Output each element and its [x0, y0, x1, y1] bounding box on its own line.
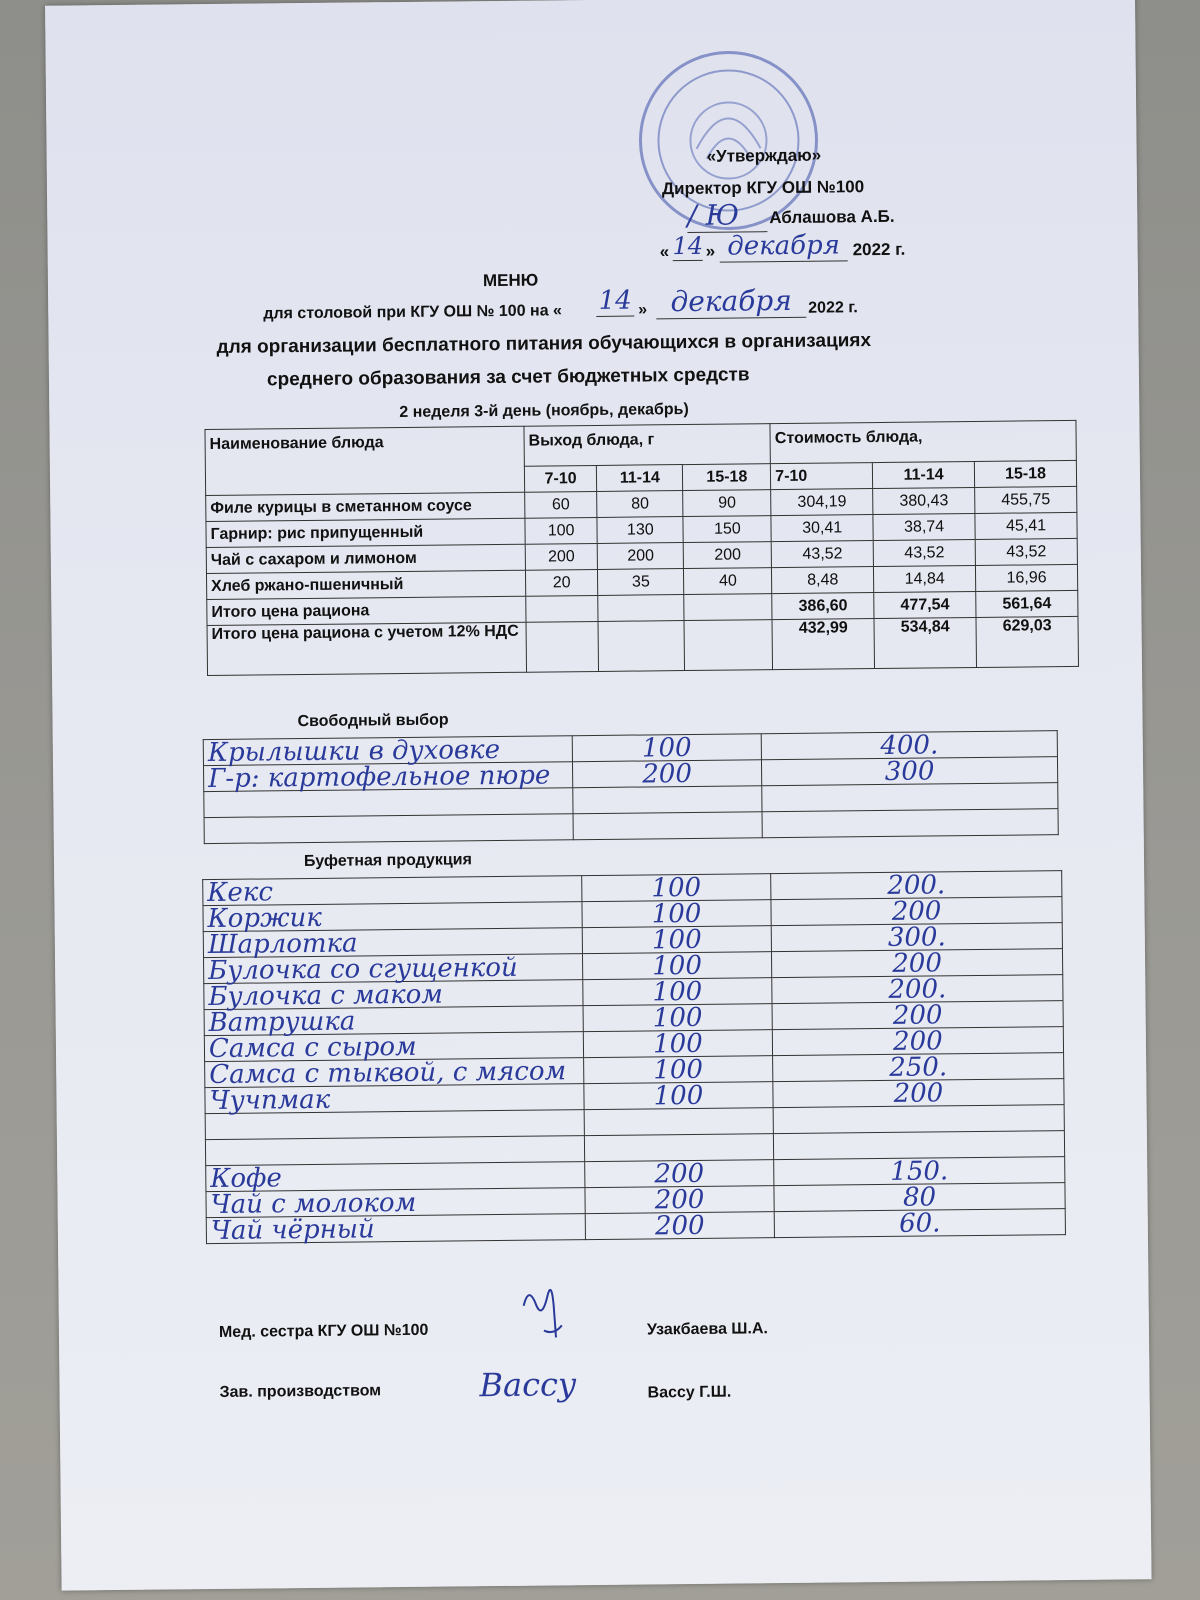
dish-grams: 60: [525, 491, 597, 518]
approval-date-mid: »: [705, 241, 716, 261]
table-row: [206, 1209, 1065, 1244]
item-name: Самса с тыквой, с мясом: [205, 1058, 584, 1088]
total-vat-cost: 534,84: [874, 617, 976, 668]
item-grams: [584, 1108, 773, 1136]
age-header: 15-18: [974, 460, 1076, 487]
item-price: 200: [773, 1079, 1064, 1108]
dish-cost: 455,75: [975, 486, 1077, 513]
nurse-label: Мед. сестра КГУ ОШ №100: [218, 1321, 429, 1341]
free-choice-title: Свободный выбор: [297, 711, 449, 731]
empty-cell: [526, 621, 599, 672]
approval-date-month: декабря: [719, 230, 847, 262]
dish-cost: 43,52: [771, 541, 873, 568]
item-price: 200: [772, 1027, 1063, 1056]
item-price: 200.: [771, 871, 1062, 900]
item-price: 60.: [774, 1209, 1065, 1238]
header-year: 2022 г.: [808, 299, 858, 317]
header-day: 14: [596, 286, 634, 317]
empty-cell: [526, 595, 598, 622]
dish-grams: 35: [598, 569, 685, 596]
item-price: 80: [774, 1183, 1065, 1212]
buffet-title: Буфетная продукция: [303, 851, 472, 871]
item-name: Булочка с маком: [204, 980, 583, 1010]
dish-name: Чай с сахаром и лимоном: [206, 544, 525, 573]
item-price: 400.: [761, 731, 1057, 760]
item-grams: 100: [582, 926, 771, 954]
total-cost: 561,64: [976, 590, 1078, 617]
item-name: Шарлотка: [203, 928, 582, 958]
item-price: 200: [771, 897, 1062, 926]
header-month: декабря: [656, 284, 806, 320]
item-name: [205, 1136, 584, 1166]
dish-grams: 100: [525, 517, 597, 544]
item-name: Ватрушка: [204, 1006, 583, 1036]
dish-cost: 8,48: [772, 567, 874, 594]
dish-cost: 304,19: [771, 489, 873, 516]
header-line1: для столовой при КГУ ОШ № 100 на «: [263, 302, 562, 323]
dish-grams: 200: [684, 542, 772, 569]
approval-date-open: «: [659, 242, 670, 262]
dish-name: Хлеб ржано-пшеничный: [206, 570, 525, 599]
item-price: 300: [761, 757, 1057, 786]
item-name: Булочка со сгущенкой: [204, 954, 583, 984]
header-line4: 2 неделя 3-й день (ноябрь, декабрь): [399, 400, 689, 422]
item-price: 200.: [772, 975, 1063, 1004]
col-name-header: Наименование блюда: [205, 426, 525, 495]
header-line3: среднего образования за счет бюджетных средств: [266, 364, 750, 391]
total-cost: 386,60: [772, 593, 874, 620]
item-grams: 100: [583, 978, 772, 1006]
item-grams: 100: [583, 1004, 772, 1032]
item-price: 300.: [771, 923, 1062, 952]
item-name: Чучпмак: [205, 1084, 584, 1114]
total-vat-row: [207, 616, 1078, 675]
dish-name: Филе курицы в сметанном соусе: [206, 492, 525, 521]
dish-grams: 80: [597, 491, 684, 518]
total-vat-cost: 432,99: [772, 619, 874, 670]
dish-grams: 40: [684, 568, 772, 595]
director-name: Аблашова А.Б.: [769, 206, 895, 228]
item-grams: 200: [585, 1186, 774, 1214]
dish-cost: 43,52: [873, 539, 975, 566]
dish-grams: 130: [597, 517, 684, 544]
item-grams: 100: [584, 1056, 773, 1084]
item-name: Самса с сыром: [204, 1032, 583, 1062]
item-grams: [573, 786, 762, 814]
item-name: Коржик: [203, 902, 582, 932]
dish-grams: 20: [525, 569, 597, 596]
total-vat-label: Итого цена рациона с учетом 12% НДС: [207, 622, 527, 675]
dish-cost: 14,84: [874, 565, 976, 592]
item-price: [773, 1131, 1064, 1160]
item-name: Чай чёрный: [206, 1214, 585, 1244]
dish-grams: 150: [683, 516, 771, 543]
dish-cost: 380,43: [873, 487, 975, 514]
age-header: 7-10: [771, 463, 873, 490]
item-grams: 200: [585, 1160, 774, 1188]
age-header: 15-18: [683, 464, 771, 491]
dish-cost: 16,96: [976, 564, 1078, 591]
item-grams: 100: [584, 1082, 773, 1110]
item-price: [762, 783, 1058, 812]
item-name: Чай с молоком: [206, 1188, 585, 1218]
item-grams: 100: [572, 734, 761, 762]
age-header: 7-10: [524, 465, 596, 492]
chef-label: Зав. производством: [219, 1382, 382, 1401]
age-header: 11-14: [597, 465, 684, 492]
director-signature: / Ю: [687, 198, 767, 233]
page-title: МЕНЮ: [482, 270, 539, 291]
item-grams: 100: [583, 1030, 772, 1058]
dish-cost: 30,41: [771, 515, 873, 542]
dish-grams: 90: [683, 490, 771, 517]
header-line1-mid: »: [638, 301, 648, 319]
item-price: 200: [771, 949, 1062, 978]
header-line2: для организации бесплатного питания обучающихся в организациях: [216, 330, 872, 358]
approval-date-year: 2022 г.: [852, 239, 906, 260]
empty-cell: [598, 621, 685, 672]
empty-cell: [598, 595, 685, 622]
age-header: 11-14: [873, 461, 975, 488]
free-choice-table: [203, 730, 1059, 844]
item-grams: 100: [582, 952, 771, 980]
item-name: [204, 814, 573, 844]
approval-date-day: 14: [672, 231, 704, 261]
item-name: Кекс: [203, 876, 582, 906]
col-cost-header: Стоимость блюда,: [770, 420, 1076, 463]
item-grams: 100: [582, 900, 771, 928]
item-grams: 100: [582, 874, 771, 902]
total-label: Итого цена рациона: [207, 596, 526, 625]
dish-grams: 200: [525, 543, 597, 570]
item-name: Г-р: картофельное пюре: [203, 762, 572, 792]
item-grams: 200: [572, 760, 761, 788]
buffet-table: [202, 870, 1066, 1244]
item-grams: [584, 1134, 773, 1162]
empty-cell: [684, 620, 772, 671]
item-grams: 200: [585, 1212, 774, 1240]
nurse-name: Узакбаева Ш.А.: [646, 1320, 768, 1339]
menu-sheet: [45, 0, 1152, 1591]
director-title: Директор КГУ ОШ №100: [661, 177, 865, 199]
total-vat-cost: 629,03: [976, 616, 1078, 667]
item-name: Кофе: [206, 1162, 585, 1192]
item-price: 200: [772, 1001, 1063, 1030]
chef-name: Вассу Г.Ш.: [647, 1383, 732, 1402]
item-price: 150.: [774, 1157, 1065, 1186]
item-price: [762, 809, 1058, 838]
item-price: [773, 1105, 1064, 1134]
empty-cell: [684, 594, 772, 621]
nurse-signature: [513, 1275, 574, 1346]
item-grams: [573, 812, 762, 840]
dish-grams: 200: [597, 543, 684, 570]
dish-name: Гарнир: рис припущенный: [206, 518, 525, 547]
approve-label: «Утверждаю»: [706, 145, 822, 166]
item-name: Крылышки в духовке: [203, 736, 572, 766]
chef-signature: Вассу: [479, 1365, 577, 1405]
dish-cost: 38,74: [873, 513, 975, 540]
menu-table: [204, 420, 1079, 676]
item-price: 250.: [773, 1053, 1064, 1082]
col-output-header: Выход блюда, г: [524, 424, 771, 467]
total-cost: 477,54: [874, 591, 976, 618]
dish-cost: 43,52: [975, 538, 1077, 565]
dish-cost: 45,41: [975, 512, 1077, 539]
